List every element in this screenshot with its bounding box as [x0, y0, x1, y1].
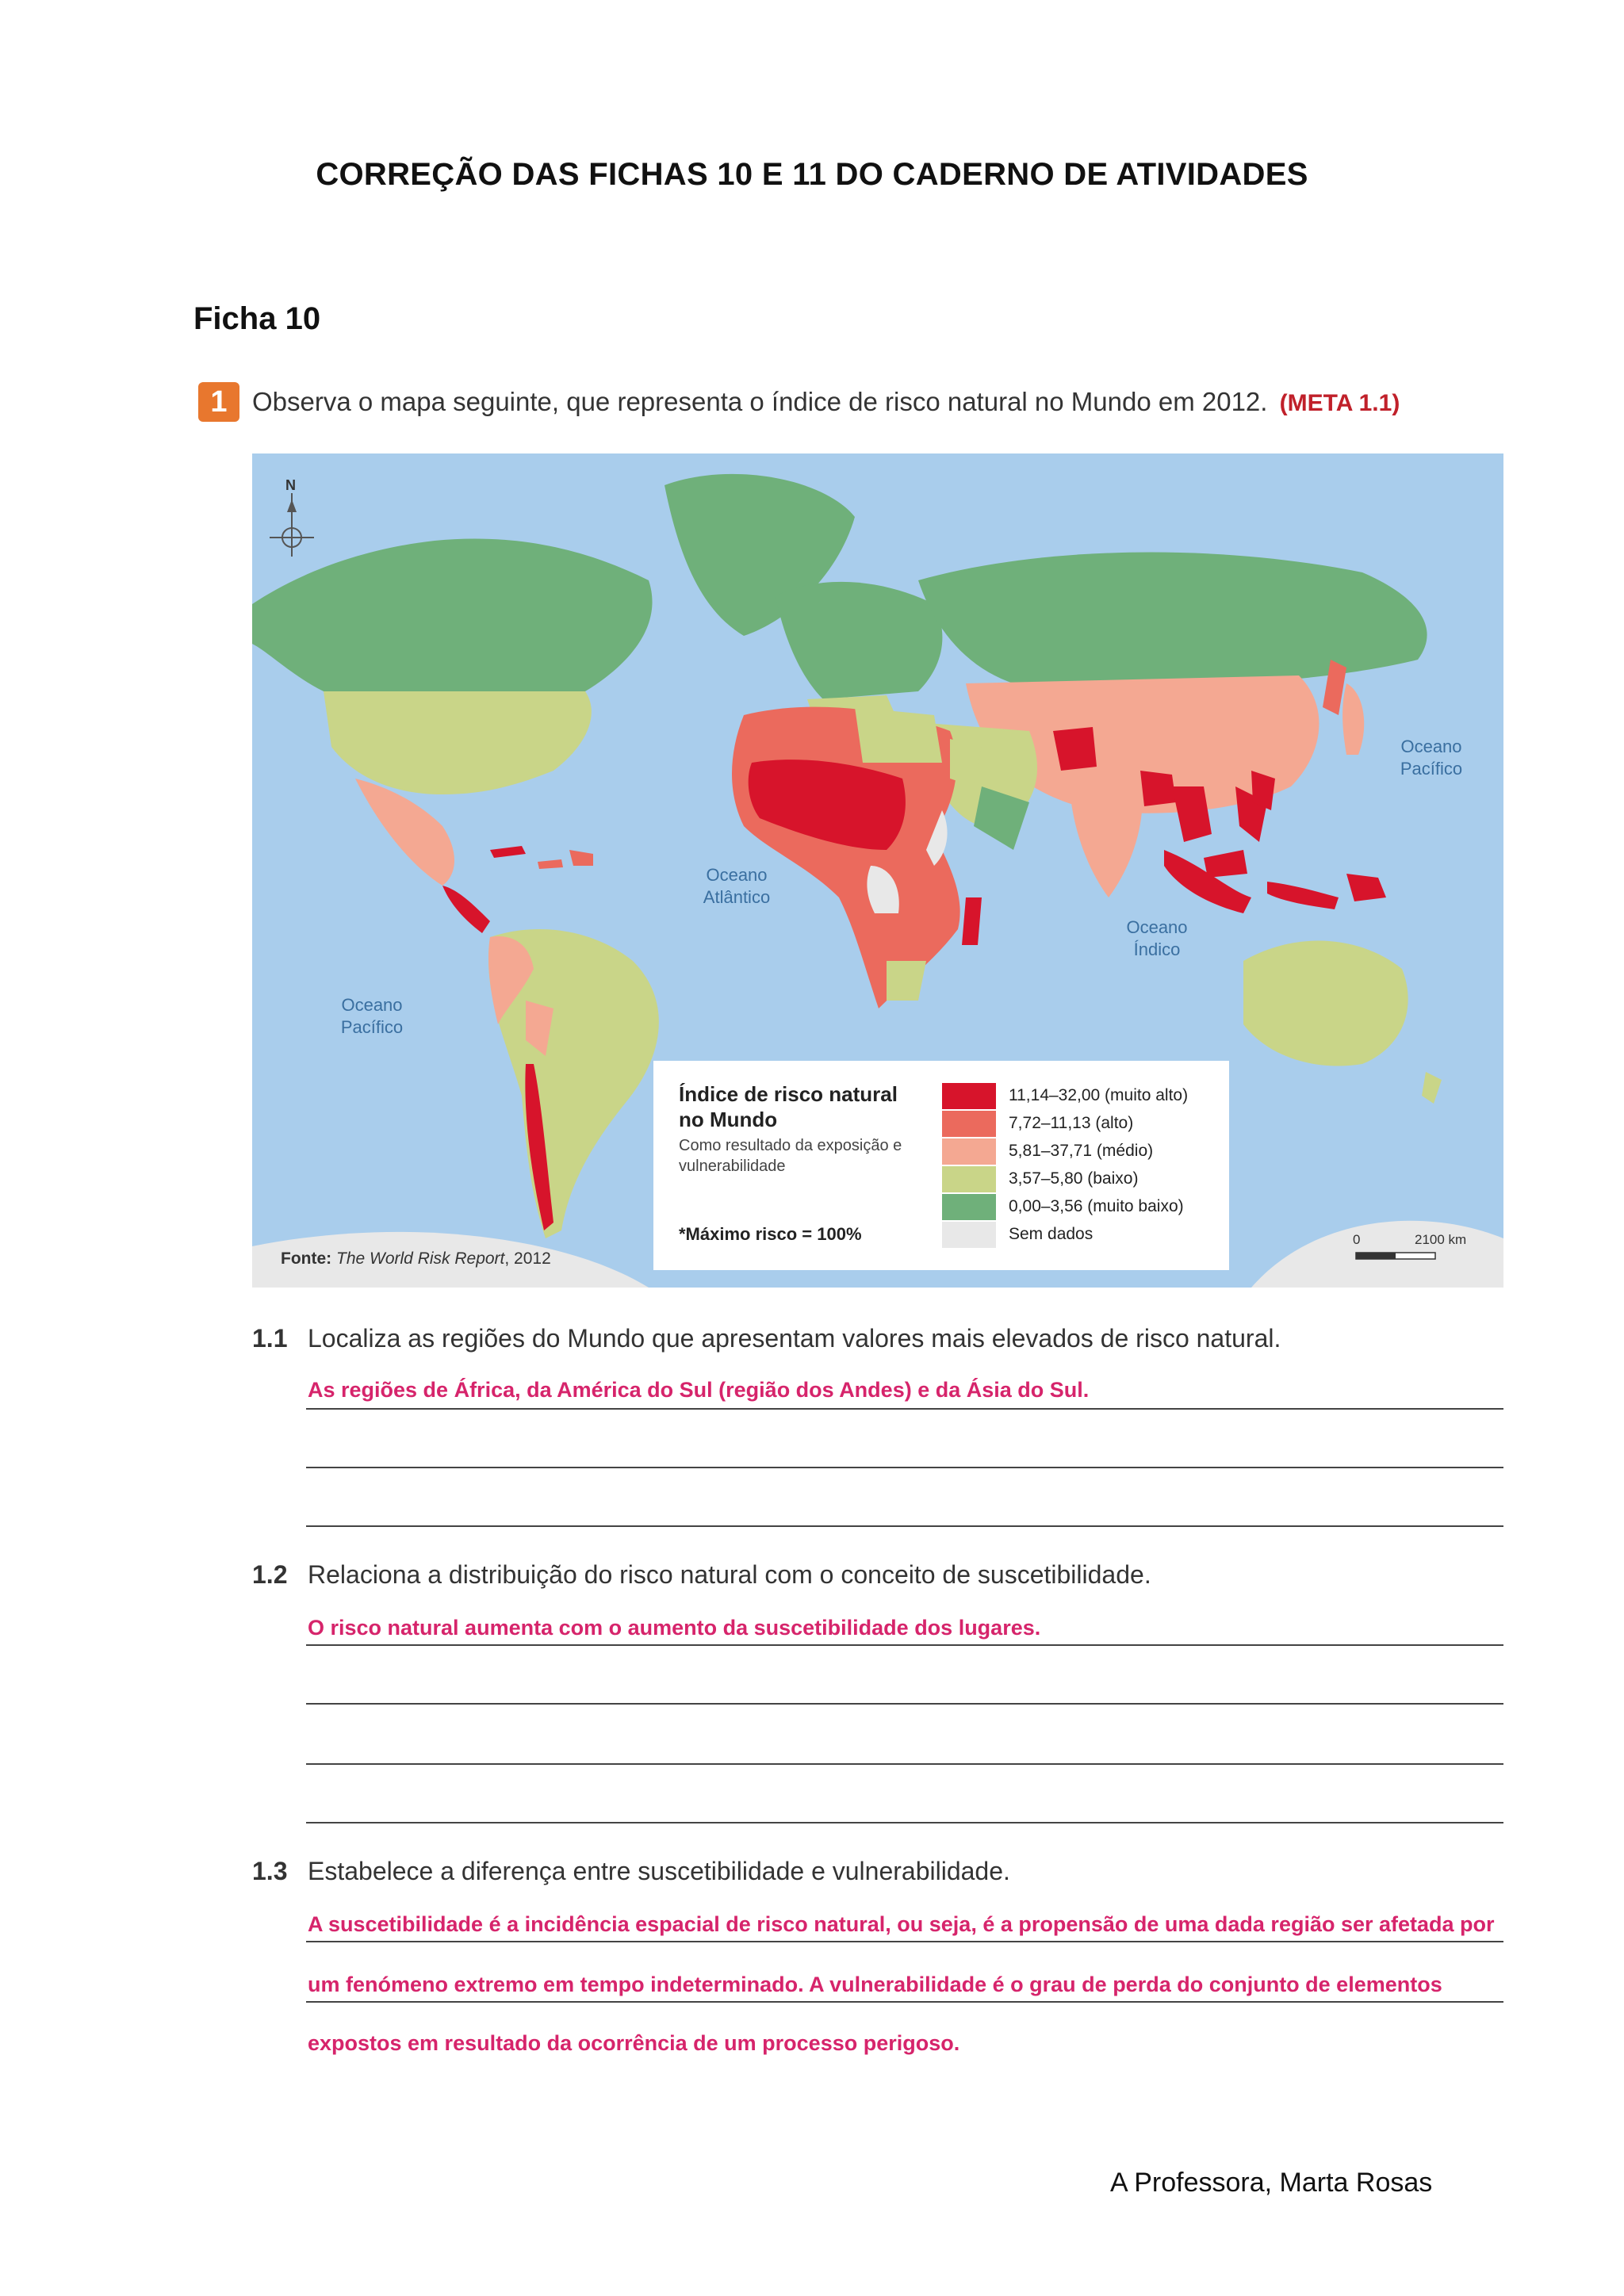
page-title: CORREÇÃO DAS FICHAS 10 E 11 DO CADERNO DE ATIVIDADES: [316, 157, 1308, 192]
legend-swatch: [942, 1222, 996, 1248]
scale-distance-label: 2100 km: [1415, 1232, 1467, 1247]
australia-region: [1243, 941, 1408, 1066]
question-1-2-text: Relaciona a distribuição do risco natural com o conceito de suscetibilidade.: [308, 1560, 1151, 1589]
legend-label: 7,72–11,13 (alto): [1009, 1114, 1134, 1132]
map-source: [281, 1249, 551, 1269]
scale-bar: [1356, 1253, 1435, 1259]
scale-zero-label: 0: [1353, 1232, 1361, 1247]
answer-1-1: As regiões de África, da América do Sul (região dos Andes) e da Ásia do Sul.: [308, 1378, 1090, 1402]
question-1-prompt: [252, 387, 1400, 417]
question-1-3-number: 1.3: [252, 1857, 288, 1885]
ocean-label-pacific-east: Oceano Pacífico: [1400, 737, 1463, 779]
source-prefix: Fonte:: [281, 1249, 332, 1268]
source-year: , 2012: [504, 1249, 551, 1268]
south-asia-region: [1069, 771, 1143, 897]
russia-region: [918, 553, 1427, 687]
question-1-text: Observa o mapa seguinte, que representa o índice de risco natural no Mundo em 2012.: [252, 387, 1268, 416]
question-1-3-text: Estabelece a diferença entre suscetibilidade e vulnerabilidade.: [308, 1857, 1010, 1885]
legend-swatch: [942, 1083, 996, 1109]
answer-line: [306, 2001, 1503, 2003]
ocean-label-pacific-west: Oceano Pacífico: [340, 995, 404, 1037]
source-title: The World Risk Report: [336, 1249, 505, 1268]
question-1-2-number: 1.2: [252, 1560, 288, 1589]
meta-label: (META 1.1): [1279, 390, 1400, 416]
answer-line: [306, 1467, 1503, 1468]
legend-swatch: [942, 1138, 996, 1165]
answer-1-3-line-3: expostos em resultado da ocorrência de um processo perigoso.: [308, 2031, 960, 2055]
north-america-north-region: [252, 538, 653, 691]
answer-line: [306, 1703, 1503, 1705]
mexico-region: [355, 779, 454, 886]
answer-1-2: O risco natural aumenta com o aumento da suscetibilidade dos lugares.: [308, 1616, 1041, 1640]
compass-icon: [270, 493, 314, 557]
answer-1-3-line-2: um fenómeno extremo em tempo indeterminado. A vulnerabilidade é o grau de perda do conjunto de elementos: [308, 1973, 1442, 1996]
legend-label: 11,14–32,00 (muito alto): [1009, 1086, 1189, 1104]
answer-line: [306, 1525, 1503, 1527]
north-label: N: [285, 477, 296, 493]
ocean-label-atlantic: Oceano Atlântico: [703, 865, 771, 907]
legend-label: 3,57–5,80 (baixo): [1009, 1169, 1139, 1188]
legend-label: Sem dados: [1009, 1225, 1094, 1243]
answer-line: [306, 1408, 1503, 1410]
question-number-badge: 1: [198, 382, 239, 422]
legend-swatch: [942, 1111, 996, 1137]
answer-line: [306, 1644, 1503, 1646]
world-risk-map: [252, 453, 1503, 1288]
answer-1-3-line-1: A suscetibilidade é a incidência espacial de risco natural, ou seja, é a propensão de uma dada região ser afetada por: [308, 1912, 1495, 1936]
answer-line: [306, 1822, 1503, 1823]
answer-line: [306, 1941, 1503, 1942]
question-1-1-number: 1.1: [252, 1324, 288, 1353]
ocean-label-indian: Oceano Índico: [1126, 917, 1188, 959]
legend-note: *Máximo risco = 100%: [679, 1224, 862, 1244]
answer-line: [306, 1763, 1503, 1765]
legend-swatch: [942, 1194, 996, 1220]
legend-title: Índice de risco natural no Mundo: [679, 1082, 898, 1131]
usa-region: [324, 691, 592, 794]
legend-swatch: [942, 1166, 996, 1192]
signature-text: A Professora, Marta Rosas: [1110, 2168, 1433, 2198]
legend-subtitle: Como resultado da exposição e vulnerabilidade: [679, 1137, 902, 1175]
legend-label: 5,81–37,71 (médio): [1009, 1142, 1154, 1160]
question-1-1-text: Localiza as regiões do Mundo que apresentam valores mais elevados de risco natural.: [308, 1324, 1281, 1353]
europe-region: [776, 582, 942, 699]
section-heading: Ficha 10: [193, 301, 321, 336]
central-america-region: [442, 886, 490, 933]
map-legend: [653, 1061, 1229, 1270]
legend-label: 0,00–3,56 (muito baixo): [1009, 1197, 1184, 1215]
